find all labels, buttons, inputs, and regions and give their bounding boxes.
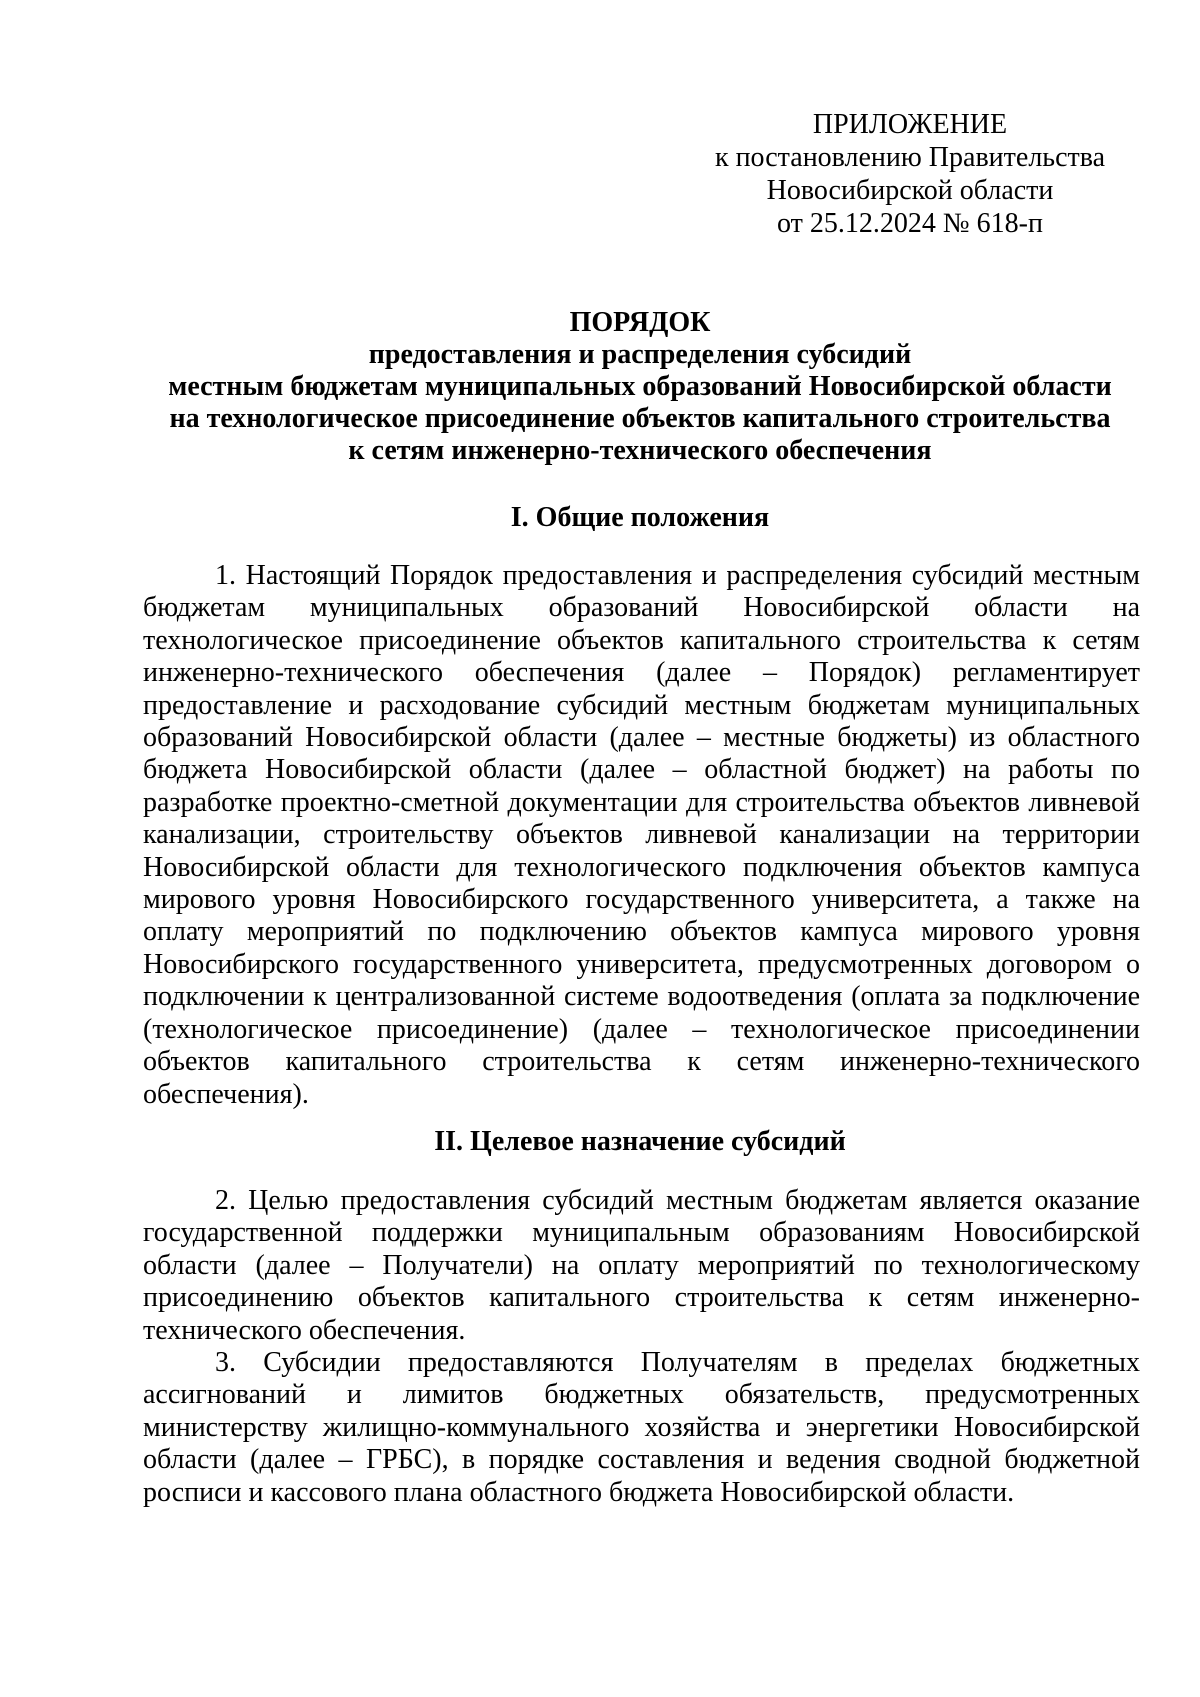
title-line-1: ПОРЯДОК — [569, 307, 711, 338]
document-title — [140, 307, 1140, 467]
appendix-region: Новосибирской области — [766, 175, 1054, 206]
section-heading-purpose: II. Целевое назначение субсидий — [434, 1126, 846, 1157]
title-line-4: на технологическое присоединение объектов капитального строительства — [169, 403, 1111, 434]
title-line-2: предоставления и распределения субсидий — [368, 339, 912, 370]
paragraph-3: 3. Субсидии предоставляются Получателям в пределах бюджетных ассигнований и лимитов бюджетных обязательств, предусмотренных министерству жилищно-коммунального хозяйства и энергетики Новосибирской области (далее – ГРБС), в порядке составления и ведения сводной бюджетной росписи и кассового плана областного бюджета Новосибирской области. — [143, 1347, 1140, 1508]
paragraph-1: 1. Настоящий Порядок предоставления и распределения субсидий местным бюджетам муниципальных образований Новосибирской области на технологическое присоединение объектов капитального строительства к сетям инженерно-технического обеспечения (далее – Порядок) регламентирует предоставление и расходование субсидий местным бюджетам муниципальных образований Новосибирской области (далее – местные бюджеты) из областного бюджета Новосибирской области (далее – областной бюджет) на работы по разработке проектно-сметной документации для строительства объектов ливневой канализации, строительству объектов ливневой канализации на территории Новосибирской области для технологического подключения объектов кампуса мирового уровня Новосибирского государственного университета, а также на оплату мероприятий по подключению объектов кампуса мирового уровня Новосибирского государственного университета, предусмотренных договором о подключении к централизованной системе водоотведения (оплата за подключение (технологическое присоединение) (далее – технологическое присоединении объектов капитального строительства к сетям инженерно-технического обеспечения). — [143, 560, 1140, 1110]
appendix-reference: к постановлению Правительства — [714, 142, 1106, 173]
title-line-3: местным бюджетам муниципальных образований Новосибирской области — [168, 371, 1112, 402]
title-line-5: к сетям инженерно-технического обеспечения — [348, 435, 932, 466]
appendix-label: ПРИЛОЖЕНИЕ — [812, 109, 1008, 140]
section-heading-general: I. Общие положения — [510, 502, 770, 533]
appendix-header — [700, 108, 1120, 240]
paragraph-2: 2. Целью предоставления субсидий местным бюджетам является оказание государственной поддержки муниципальным образованиям Новосибирской области (далее – Получатели) на оплату мероприятий по технологическому присоединению объектов капитального строительства к сетям инженерно-технического обеспечения. — [143, 1185, 1140, 1346]
appendix-date-number: от 25.12.2024 № 618-п — [777, 208, 1043, 239]
